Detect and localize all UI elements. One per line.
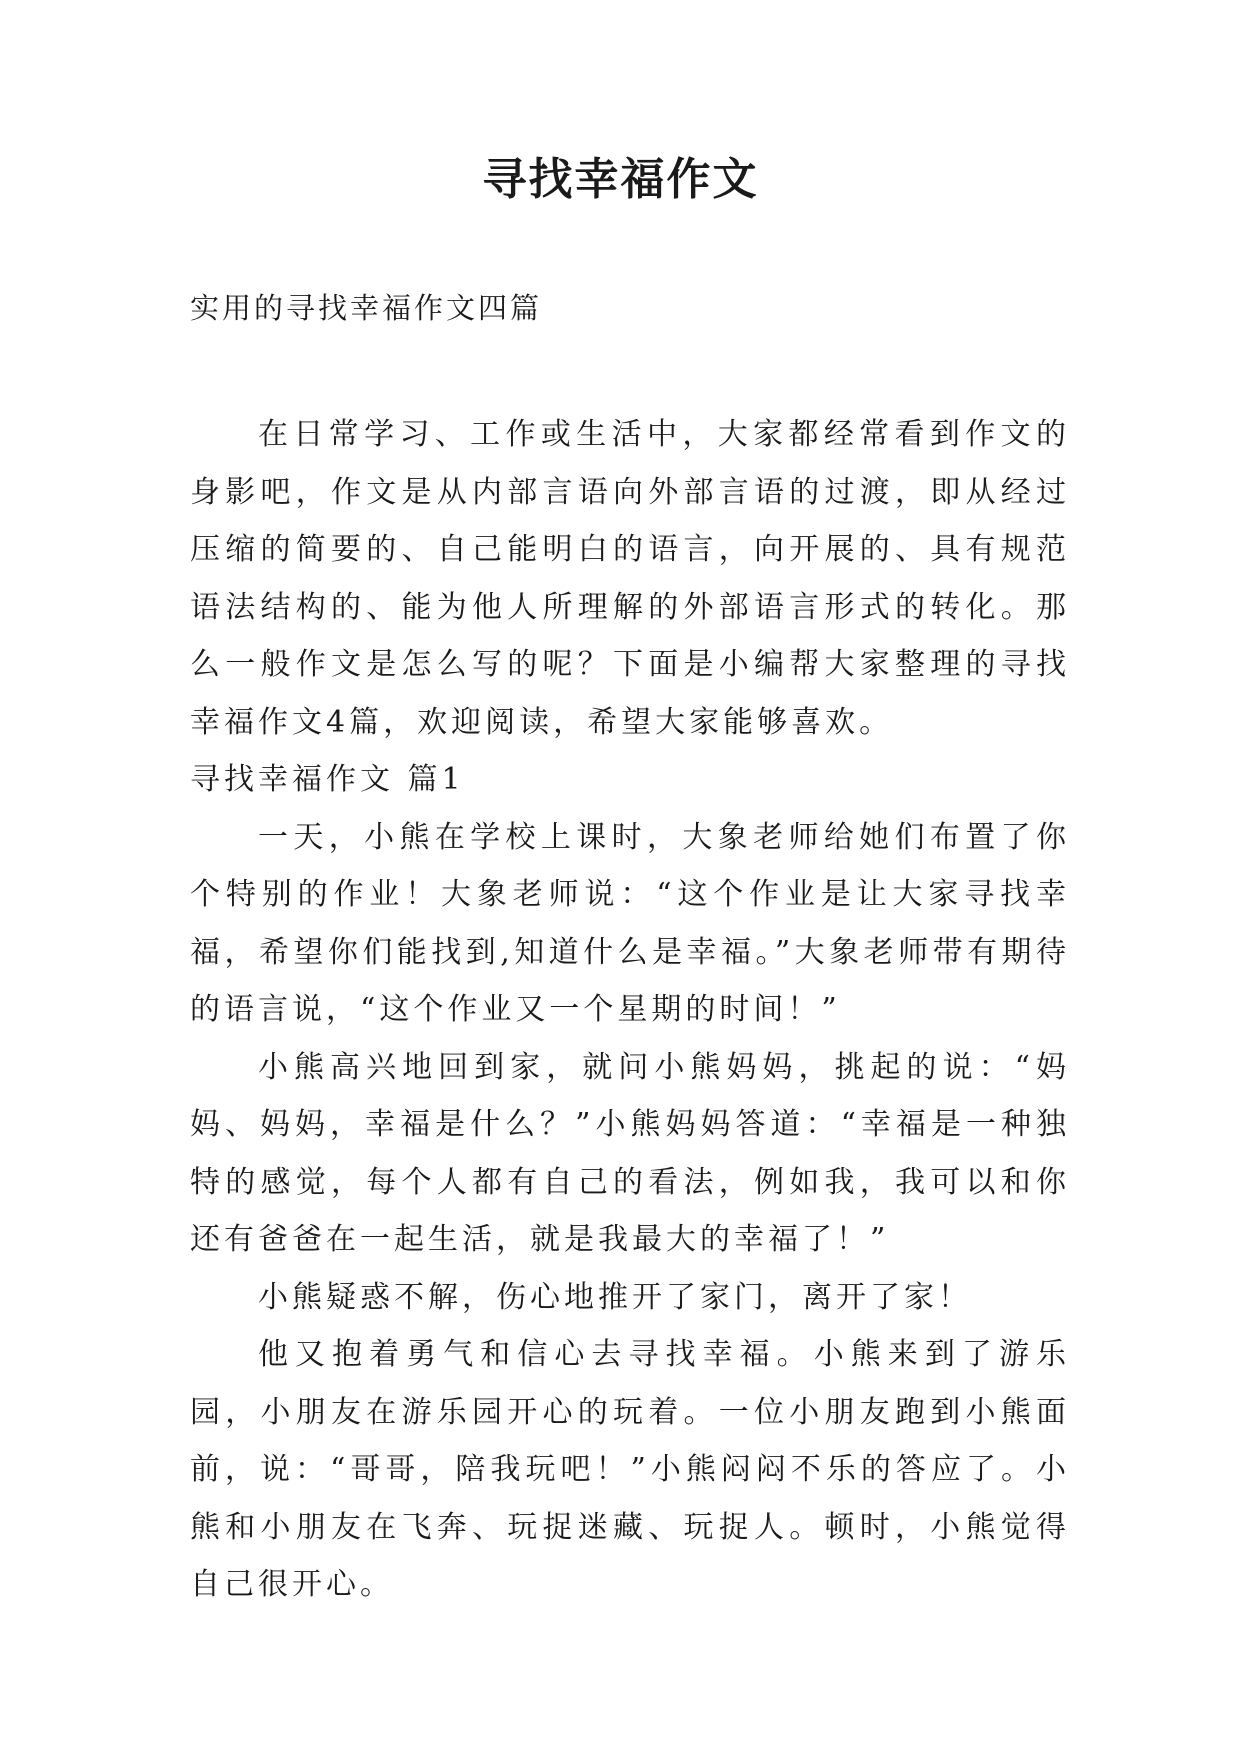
intro-paragraph: 在日常学习、工作或生活中，大家都经常看到作文的身影吧，作文是从内部言语向外部言语的过渡，即从经过压缩的简要的、自己能明白的语言，向开展的、具有规范语法结构的、能为他人所理解的外部语言形式的转化。那么一般作文是怎么写的呢？下面是小编帮大家整理的寻找幸福作文4篇，欢迎阅读，希望大家能够喜欢。	[190, 417, 1070, 740]
body-paragraph: 小熊疑惑不解，伤心地推开了家门，离开了家！	[258, 1279, 972, 1315]
document-body	[190, 406, 1070, 1614]
document-subtitle: 实用的寻找幸福作文四篇	[190, 291, 543, 325]
document-title: 寻找幸福作文	[482, 154, 759, 205]
body-paragraph: 他又抱着勇气和信心去寻找幸福。小熊来到了游乐园，小朋友在游乐园开心的玩着。一位小朋友跑到小熊面前，说：“哥哥，陪我玩吧！”小熊闷闷不乐的答应了。小熊和小朋友在飞奔、玩捉迷藏、玩捉人。顿时，小熊觉得自己很开心。	[190, 1337, 1070, 1602]
body-paragraph: 一天，小熊在学校上课时，大象老师给她们布置了你个特别的作业！大象老师说：“这个作业是让大家寻找幸福，希望你们能找到,知道什么是幸福。”大象老师带有期待的语言说，“这个作业又一个星期的时间！”	[190, 819, 1070, 1027]
body-paragraph: 小熊高兴地回到家，就问小熊妈妈，挑起的说：“妈妈、妈妈，幸福是什么？”小熊妈妈答道：“幸福是一种独特的感觉，每个人都有自己的看法，例如我，我可以和你还有爸爸在一起生活，就是我最大的幸福了！”	[190, 1049, 1070, 1257]
section-heading: 寻找幸福作文 篇1	[190, 762, 465, 797]
